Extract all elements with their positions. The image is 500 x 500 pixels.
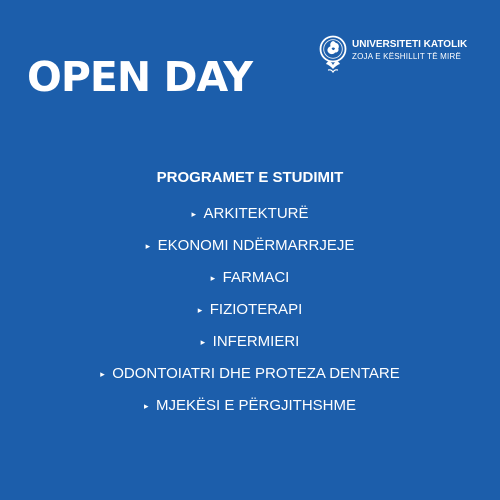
program-name: FIZIOTERAPI <box>209 301 303 318</box>
program-item-nursing <box>0 326 500 358</box>
program-item-business-economics <box>0 230 500 262</box>
program-item-pharmacy <box>0 262 500 294</box>
university-logo <box>318 34 482 76</box>
university-name: UNIVERSITETI KATOLIK <box>352 39 468 50</box>
bullet-icon: ▸ <box>100 369 105 379</box>
bullet-icon: ▸ <box>200 337 206 347</box>
program-name: ARKITEKTURË <box>203 205 309 222</box>
study-programs-list <box>0 198 500 422</box>
program-name: FARMACI <box>222 269 290 286</box>
study-programs-heading: PROGRAMET E STUDIMIT <box>156 169 344 186</box>
bullet-icon: ▸ <box>143 401 149 411</box>
bullet-icon: ▸ <box>145 241 151 251</box>
bullet-icon: ▸ <box>191 209 197 219</box>
logo-text <box>352 38 467 62</box>
program-name: MJEKËSI E PËRGJITHSHME <box>155 397 357 414</box>
university-crest-icon <box>318 34 348 74</box>
program-item-dentistry <box>0 358 500 390</box>
bullet-icon: ▸ <box>197 305 203 315</box>
bullet-icon: ▸ <box>210 273 216 283</box>
program-item-physiotherapy <box>0 294 500 326</box>
program-name: ODONTOIATRI DHE PROTEZA DENTARE <box>112 365 400 382</box>
program-name: EKONOMI NDËRMARRJEJE <box>157 237 355 254</box>
study-programs-section <box>0 166 500 422</box>
program-name: INFERMIERI <box>212 333 300 350</box>
program-item-architecture <box>0 198 500 230</box>
university-subtitle: ZOJA E KËSHILLIT TË MIRË <box>352 52 461 61</box>
event-title: OPEN DAY <box>27 53 253 102</box>
program-item-general-medicine <box>0 390 500 422</box>
